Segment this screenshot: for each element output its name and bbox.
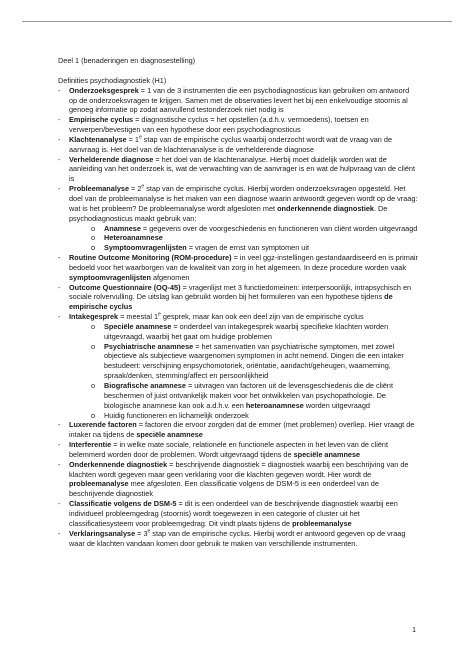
definition-text: = 1 — [126, 134, 139, 144]
definition-text: = factoren die ervoor zorgden dat de emmer (met problemen) overliep. Hier vraagt de intaker na tijdens de — [69, 420, 415, 440]
term-bold: Outcome Questionnaire (OQ-45) — [69, 282, 181, 292]
definition-item — [58, 440, 418, 460]
term-bold: Speciële anamnese — [104, 321, 172, 331]
term-bold: Klachtenanalyse — [69, 134, 127, 144]
definition-item — [58, 253, 418, 283]
term-bold: Anamnese — [104, 223, 141, 233]
definition-item — [58, 529, 418, 549]
definition-item — [58, 184, 418, 253]
definition-text: = 3 — [135, 528, 148, 538]
term-bold: Probleemanalyse — [69, 184, 130, 194]
term-bold: speciële anamnese — [136, 430, 203, 440]
term-bold: Routine Outcome Monitoring (ROM-procedure) — [69, 253, 232, 263]
page-number: 1 — [411, 625, 416, 634]
term-bold: Classificatie volgens de DSM-5 — [69, 499, 177, 509]
definition-text: stap van de empirische cyclus. Hierbij worden onderzoeksvragen opgesteld. Het doel van de probleemanalyse is het maken van een diagnose waarin antwoordt gegeven wordt op de vraag: wat is het probleem? De probleemanalyse wordt afgesloten met — [69, 184, 418, 213]
definition-text: = in veel ggz-instellingen gestandaardiseerd en is primair bedoeld voor het waarborgen van de kwaliteit van zorg in het algemeen. In deze procedure worden vaak — [69, 253, 418, 272]
sub-item — [91, 233, 418, 243]
definition-item — [58, 155, 418, 185]
ordinal-suffix: e — [147, 528, 151, 535]
term-bold: Intakegesprek — [69, 312, 119, 322]
definition-text: = dit is een onderdeel van de beschrijvende diagnostiek waarbij een individueel probleemgedrag (stoornis) wordt toegewezen in een categorie of cluster uit het classificatiesysteem voor probleemgedrag. Dit vindt plaats tijdens de — [69, 499, 398, 528]
definition-item — [58, 135, 418, 155]
term-bold: Biografische anamnese — [104, 381, 186, 390]
definition-item — [58, 283, 418, 313]
term-bold: Heteroanamnese — [104, 233, 163, 243]
definition-item — [58, 115, 418, 135]
definition-text: = uitvragen van factoren uit de levensgeschiedenis die de cliënt beschermen of juist ontvankelijk maken voor het ontwikkelen van psychopathologie. De biologische anamnese kan ook a.d.h.v. een — [104, 381, 394, 410]
definition-text: = vragenlijst met 3 functiedomeinen: interpersoonlijk, intrapsychisch en sociale rolvervulling. De uitslag kan gebruikt worden bij het formuleren van een hypothese tijdens — [69, 282, 412, 302]
definition-text: = meestal 1 — [118, 312, 159, 322]
definition-text: = 1 van de 3 instrumenten die een psychodiagnosticus kan gebruiken om antwoord op de onderzoeksvragen te krijgen. Samen met de observaties levert het bij een enkelvoudige stoornis al genoeg informatie op zodat aanvullend testonderzoek niet nodig is — [69, 85, 410, 115]
definition-text: = in welke mate sociale, relationele en functionele aspecten in het leven van de cliënt belemmerd worden door de problemen. Wordt uitgevraagd tijdens de — [69, 440, 389, 459]
term-bold: de empirische cyclus — [69, 292, 393, 312]
definition-item — [58, 420, 418, 440]
definition-text: = gegevens over de voorgeschiedenis en functioneren van cliënt worden uitgevraagd — [140, 223, 418, 233]
term-bold: Verklaringsanalyse — [69, 528, 136, 538]
definition-text: mee afgesloten. Een classificatie volgens de DSM-5 is een onderdeel van de beschrijvende diagnostiek — [69, 479, 379, 499]
definition-item — [58, 86, 418, 116]
definition-text: Huidig functioneren en lichamelijk onderzoek — [104, 410, 249, 420]
definition-text: stap van de empirische cyclus waarbij onderzocht wordt wat de vraag van de aanvraag is. Het doel van de klachtenanalyse is de verhelderende diagnose — [69, 134, 392, 154]
definition-text: = het doel van de klachtenanalyse. Hierbij moet duidelijk worden wat de aanleiding van het onderzoek is, wat de verwachting van de aanvrager is en wat de hulpvraag van de cliënt is — [69, 154, 416, 184]
definition-text: = het samenvatten van psychiatrische symptomen, met zowel objectieve als subjectieve waargenomen symptomen in acht nemend. Dingen die een intaker bestudeert: verschijning enpsychomotoriek, oriëntatie, aandacht/geheugen, waarneming, spraak/denken, stemming/affect en persoonlijkheid — [104, 341, 404, 381]
ordinal-suffix: e — [138, 134, 142, 141]
definition-text: = 2 — [129, 184, 142, 194]
definition-text: = vragen de ernst van symptomen uit — [186, 243, 310, 253]
term-bold: Verhelderende diagnose — [69, 154, 154, 164]
term-bold: onderkennende diagnostiek — [277, 203, 374, 213]
sub-list — [69, 224, 418, 254]
header-rule — [22, 21, 452, 22]
document-body — [58, 56, 418, 548]
sub-item — [91, 411, 418, 421]
sub-item — [91, 322, 418, 342]
term-bold: speciële anamnese — [293, 449, 361, 459]
definition-text: = beschrijvende diagnostiek = diagnostiek waarbij een beschrijving van de klachten wordt gegeven maar geen verklaring voor die klachten gegeven wordt. Hier wordt de — [69, 459, 409, 479]
term-bold: heteroanamnese — [245, 400, 304, 410]
sub-item — [91, 381, 418, 411]
term-bold: Luxerende factoren — [69, 420, 137, 430]
definition-item — [58, 460, 418, 499]
definition-text: . De psychodiagnosticus maakt gebruik van: — [69, 203, 388, 223]
term-bold: Onderkennende diagnostiek — [69, 459, 168, 469]
sub-item — [91, 342, 418, 381]
ordinal-suffix: e — [141, 183, 145, 190]
term-bold: Symptoomvragenlijsten — [104, 243, 187, 253]
definition-text: afgenomen — [150, 272, 190, 282]
definition-item — [58, 499, 418, 529]
term-bold: Interferentie — [69, 440, 112, 450]
section-title: Definities psychodiagnostiek (H1) — [58, 75, 167, 85]
term-bold: probleemanalyse — [292, 518, 352, 528]
definition-text: gesprek, maar kan ook een deel zijn van de empirische cyclus — [160, 312, 364, 322]
sub-list — [69, 322, 418, 420]
term-bold: probleemanalyse — [69, 479, 129, 489]
definition-text: = onderdeel van intakegesprek waarbij specifieke klachten worden uitgevraagd, waarbij het gaat om huidige problemen — [104, 321, 389, 341]
definition-text: stap van de empirische cyclus. Hierbij wordt er antwoord gegeven op de vraag waar de klachten vandaan komen door gebruik te maken van verschillende instrumenten. — [69, 528, 406, 548]
term-bold: Empirische cyclus — [69, 115, 134, 125]
sub-item — [91, 243, 418, 253]
document-title: Deel 1 (benaderingen en diagnosestelling) — [58, 56, 196, 65]
term-bold: Onderzoeksgesprek — [69, 85, 139, 95]
sub-item — [91, 224, 418, 234]
definition-text: worden uitgevraagd — [303, 400, 370, 410]
definition-list — [58, 86, 418, 549]
definition-item — [58, 312, 418, 420]
term-bold: Psychiatrische anamnese — [104, 341, 194, 351]
definition-text: = diagnostische cyclus = het opstellen (a.d.h.v. vermoedens), toetsen en verwerpen/bevestigen van een hypothese door een psychodiagnosticus — [69, 115, 369, 135]
ordinal-suffix: e — [158, 311, 161, 318]
term-bold: symptoomvragenlijsten — [69, 272, 151, 282]
